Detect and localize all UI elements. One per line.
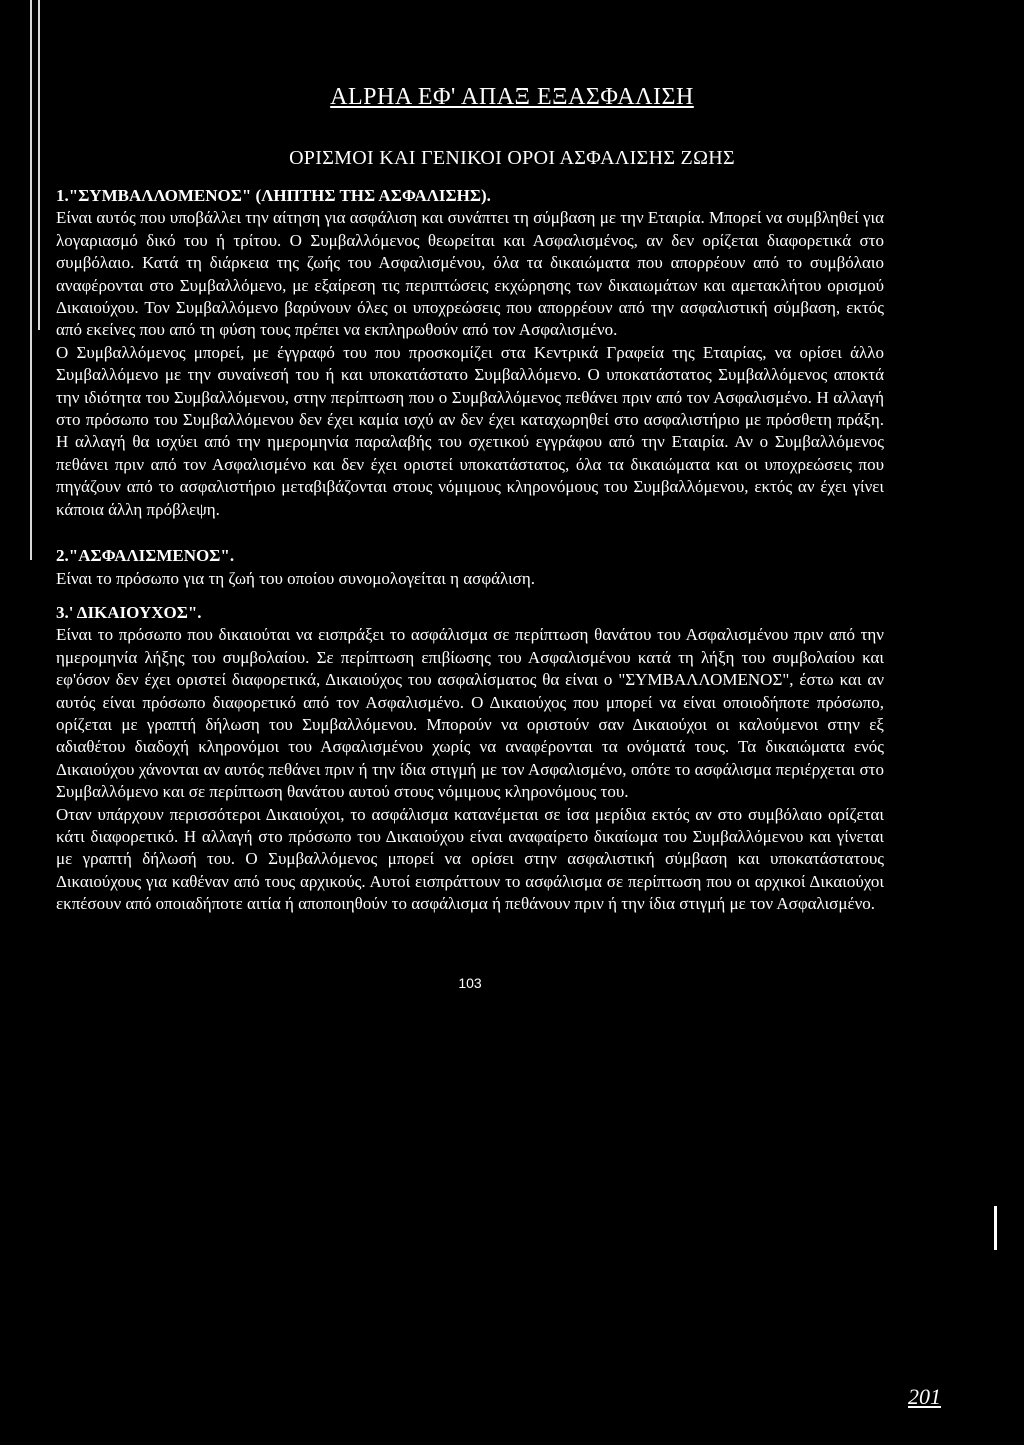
paragraph: Είναι το πρόσωπο που δικαιούται να εισπράξει το ασφάλισμα σε περίπτωση θανάτου του Ασφαλισμένου πριν από την ημερομηνία λήξης του συμβολαίου. Σε περίπτωση επιβίωσης του Ασφαλισμένου κατά τη λήξη του συμβολαίου και εφ'όσον δεν έχει οριστεί διαφορετικά, Δικαιούχος του ασφαλίσματος θα είναι ο "ΣΥΜΒΑΛΛΟΜΕΝΟΣ", έστω και αν αυτός είναι πρόσωπο διαφορετικό από τον Ασφαλισμένο. Ο Δικαιούχος που μπορεί να είναι οποιοδήποτε πρόσωπο, ορίζεται με γραπτή δήλωση του Συμβαλλόμενου. Μπορούν να οριστούν σαν Δικαιούχοι οι καλούμενοι στην εξ αδιαθέτου διαδοχή κληρονόμοι του Ασφαλισμένου χωρίς να αναφέρονται τα ονόματά τους. Τα δικαιώματα ενός Δικαιούχου χάνονται αν αυτός πεθάνει πριν ή την ίδια στιγμή με τον Ασφαλισμένο, οπότε το ασφάλισμα περιέρχεται στο Συμβαλλόμενο και σε περίπτωση θανάτου αυτού στους νόμιμους κληρονόμους του. <box>56 625 884 802</box>
document-title: ALPHA ΕΦ' ΑΠΑΞ ΕΞΑΣΦΑΛΙΣΗ <box>330 84 694 110</box>
section-heading-beneficiary: 3.' ΔΙΚΑΙΟΥΧΟΣ". <box>56 602 202 622</box>
paragraph: Ο Συμβαλλόμενος μπορεί, με έγγραφό του που προσκομίζει στα Κεντρικά Γραφεία της Εταιρίας, να ορίσει άλλο Συμβαλλόμενο με την συναίνεσή του ή και υποκατάστατο Συμβαλλόμενο. Ο υποκατάστατος Συμβαλλόμενος αποκτά την ιδιότητα του Συμβαλλόμενου, στην περίπτωση που ο Συμβαλλόμενος πεθάνει πριν από τον Ασφαλισμένο. Η αλλαγή στο πρόσωπο του Συμβαλλόμενου δεν έχει καμία ισχύ αν δεν έχει καταχωρηθεί στο ασφαλιστήριο με πρόσθετη πράξη. Η αλλαγή θα ισχύει από την ημερομηνία παραλαβής του σχετικού εγγράφου από την Εταιρία. Αν ο Συμβαλλόμενος πεθάνει πριν από τον Ασφαλισμένο και δεν έχει οριστεί υποκατάστατος, όλα τα δικαιώματα και οι υποχρεώσεις που πηγάζουν από το ασφαλιστήριο μεταβιβάζονται στους νόμιμους κληρονόμους του Συμβαλλόμενου, εκτός αν έχει γίνει κάποια άλλη πρόβλεψη. <box>56 342 884 519</box>
document-body <box>56 185 884 994</box>
margin-mark <box>994 1206 997 1250</box>
paragraph: Οταν υπάρχουν περισσότεροι Δικαιούχοι, το ασφάλισμα κατανέμεται σε ίσα μερίδια εκτός αν στο συμβόλαιο ορίζεται κάτι διαφορετικό. Η αλλαγή στο πρόσωπο του Δικαιούχου είναι αναφαίρετο δικαίωμα του Συμβαλλόμενου και γίνεται με γραπτή δήλωσή του. Ο Συμβαλλόμενος μπορεί να ορίσει στην ασφαλιστική σύμβαση και υποκατάστατους Δικαιούχους για καθέναν από τους αρχικούς. Αυτοί εισπράττουν το ασφάλισμα σε περίπτωση που οι αρχικοί Δικαιούχοι εκπέσουν από οποιαδήποτε αιτία ή αποποιηθούν το ασφάλισμα ή πεθάνουν πριν ή την ίδια στιγμή με τον Ασφαλισμένο. <box>56 804 884 914</box>
section-heading-insured: 2."ΑΣΦΑΛΙΣΜΕΝΟΣ". <box>56 546 235 566</box>
section-heading-contracting-party: 1."ΣΥΜΒΑΛΛΟΜΕΝΟΣ" (ΛΗΠΤΗΣ ΤΗΣ ΑΣΦΑΛΙΣΗΣ). <box>56 186 491 205</box>
page-number: 103 <box>458 974 482 991</box>
corner-page-number: 201 <box>908 1384 941 1409</box>
paragraph: Είναι το πρόσωπο για τη ζωή του οποίου συνομολογείται η ασφάλιση. <box>56 568 535 588</box>
document-subtitle: ΟΡΙΣΜΟΙ ΚΑΙ ΓΕΝΙΚΟΙ ΟΡΟΙ ΑΣΦΑΛΙΣΗΣ ΖΩΗΣ <box>289 147 735 169</box>
paragraph: Είναι αυτός που υποβάλλει την αίτηση για ασφάλιση και συνάπτει τη σύμβαση με την Εταιρία. Μπορεί να συμβληθεί για λογαριασμό δικό του ή τρίτου. Ο Συμβαλλόμενος θεωρείται και Ασφαλισμένος, αν δεν ορίζεται διαφορετικά στο συμβόλαιο. Κατά τη διάρκεια της ζωής του Ασφαλισμένου, όλα τα δικαιώματα που απορρέουν από το συμβόλαιο αναφέρονται στο Συμβαλλόμενο, με εξαίρεση τις περιπτώσεις εκχώρησης των δικαιωμάτων και αμετακλήτου ορισμού Δικαιούχου. Τον Συμβαλλόμενο βαρύνουν όλες οι υποχρεώσεις που απορρέουν από την ασφαλιστική σύμβαση, εκτός από εκείνες που από τη φύση τους πρέπει να εκπληρωθούν από τον Ασφαλισμένο. <box>56 208 884 340</box>
